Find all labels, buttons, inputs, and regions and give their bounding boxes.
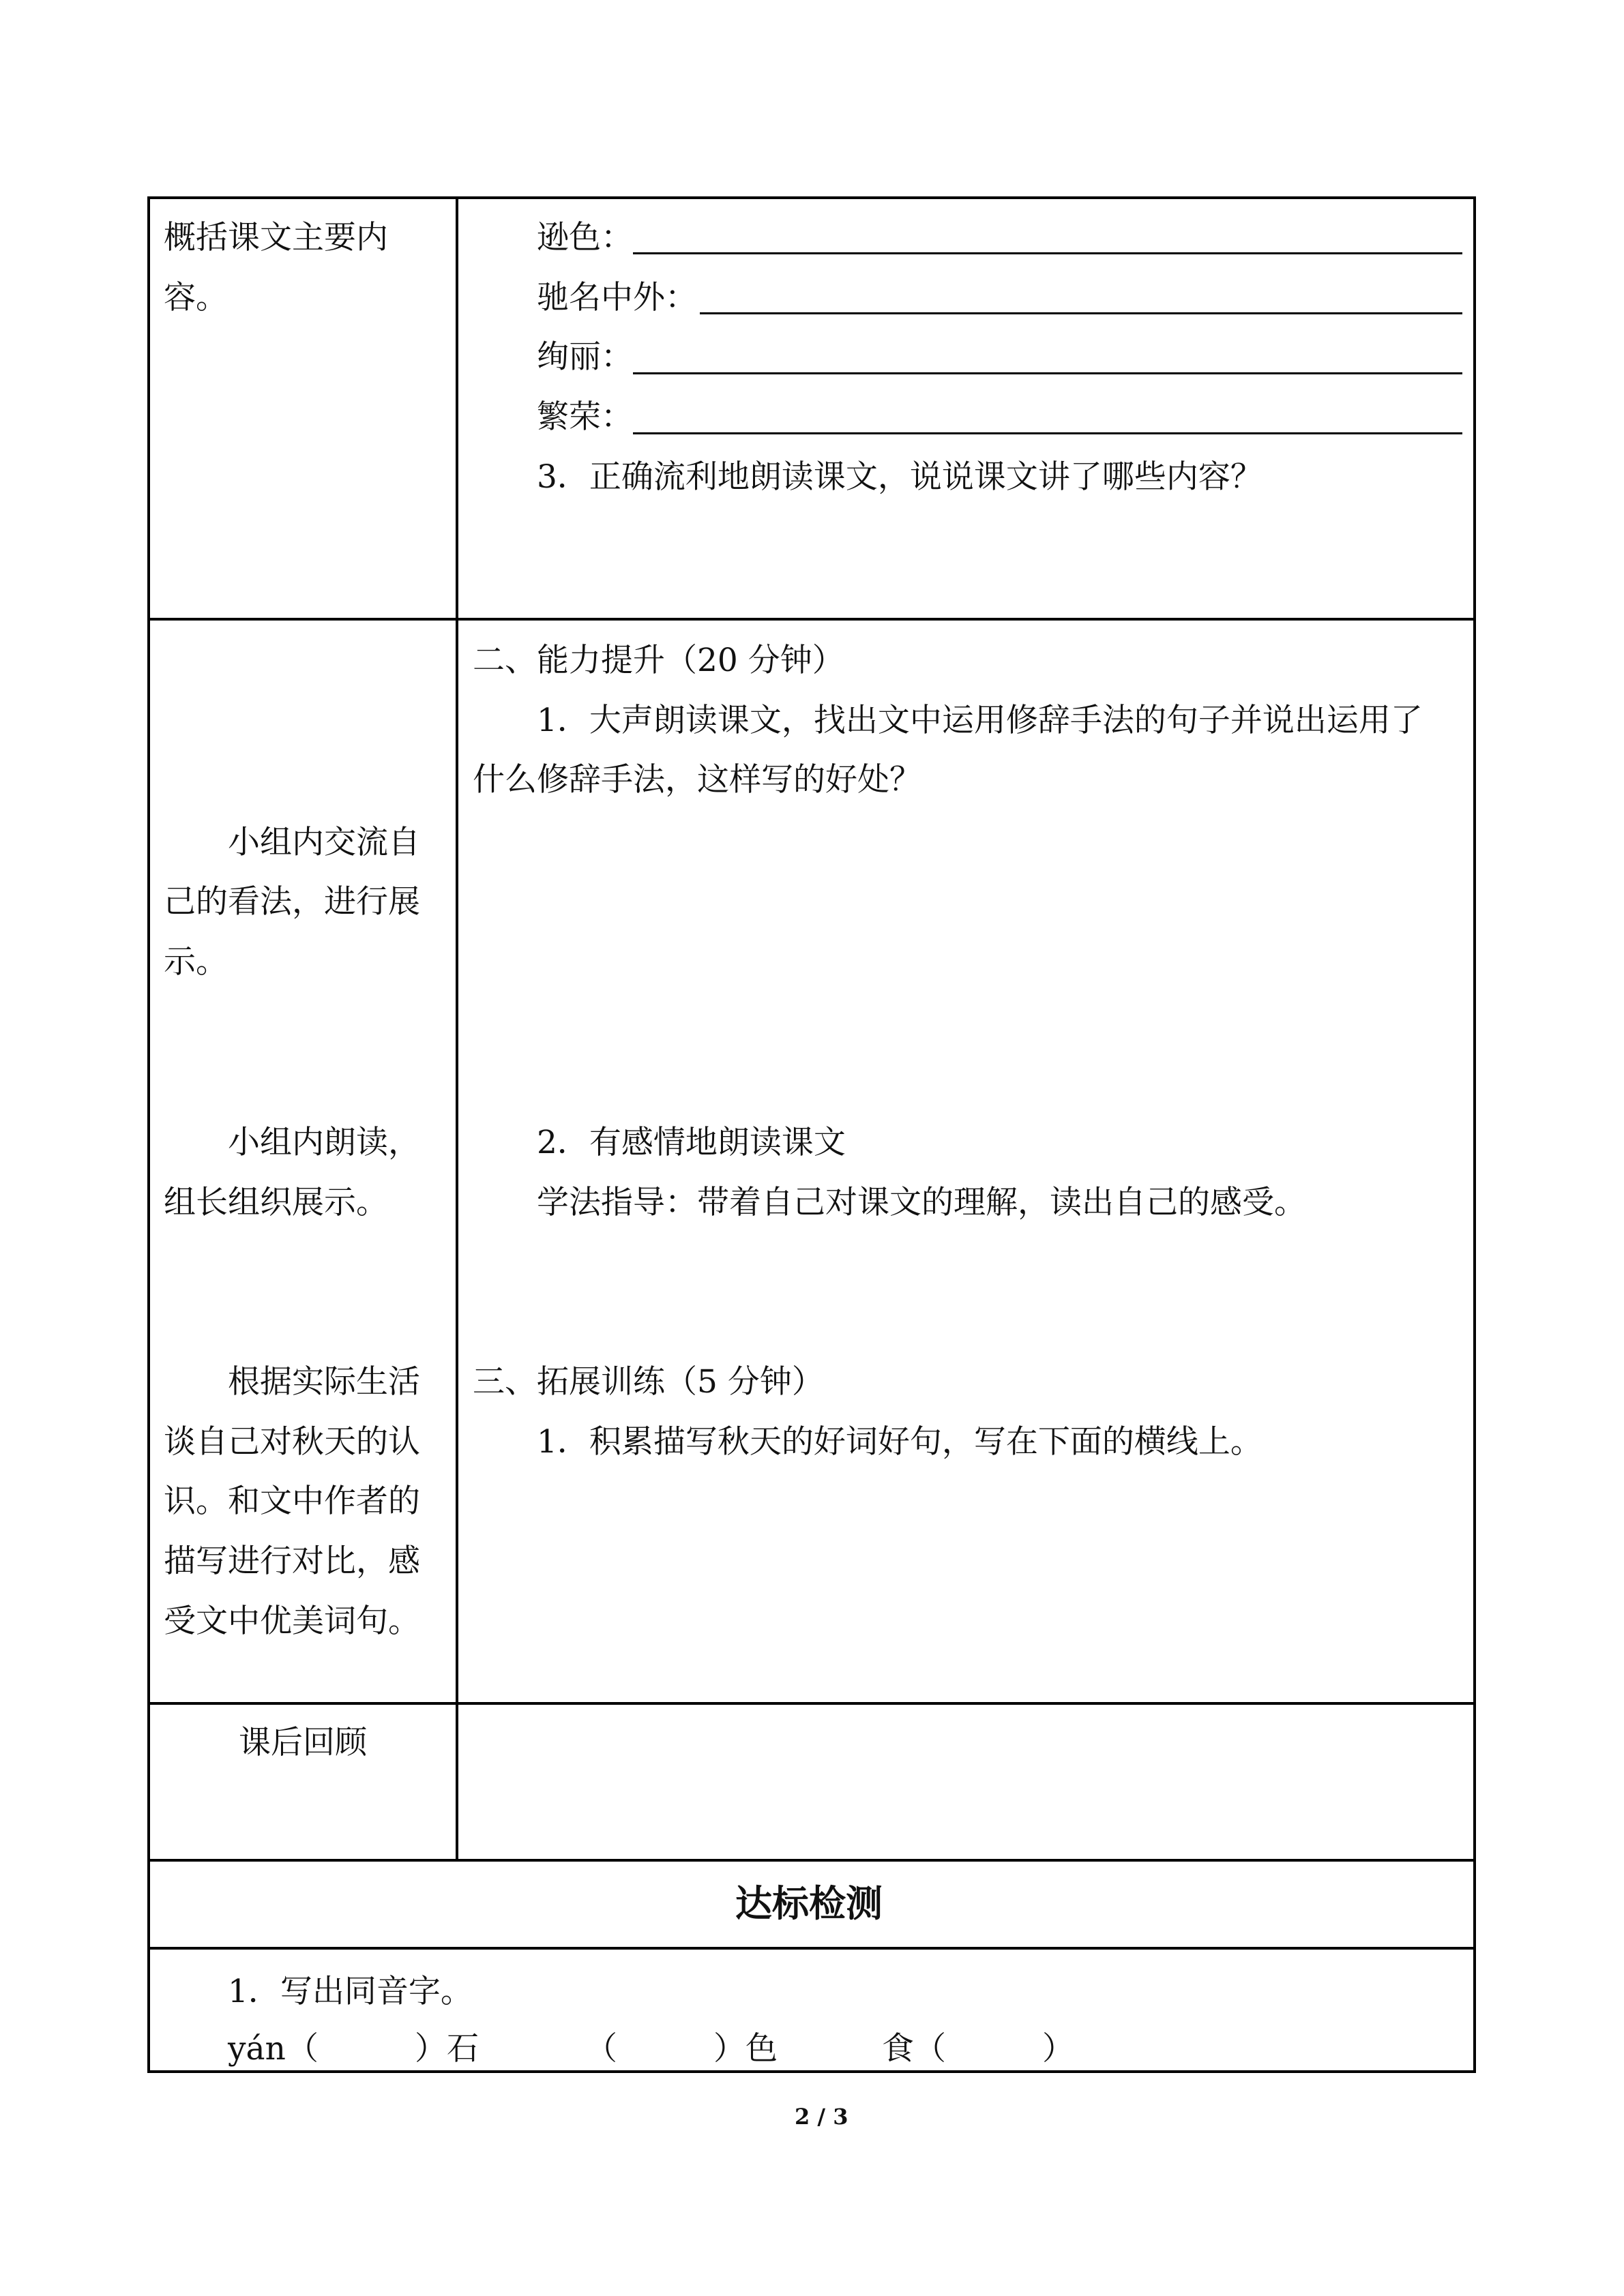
table-right-border [1473, 196, 1476, 2073]
table-top-border [147, 196, 1476, 199]
check-blank-2[interactable]: （ ）色 [585, 2030, 778, 2068]
vocab-label-xuanli: 绚丽： [537, 338, 633, 376]
vocab-answer-line-fanrong[interactable] [633, 432, 1462, 434]
check-blank-3[interactable]: 食（ ） [882, 2030, 1074, 2068]
row2-left-a-line3: 示。 [164, 943, 228, 981]
section-2-title: 二、能力提升（20 分钟） [473, 642, 844, 679]
row2-left-a-line1: 小组内交流自 [228, 824, 420, 861]
vocab-answer-line-xuanli[interactable] [633, 372, 1462, 374]
vocab-answer-line-xunse[interactable] [633, 252, 1462, 254]
table-bottom-border [147, 2070, 1476, 2073]
row2-left-c-line5: 受文中优美词句。 [164, 1602, 420, 1640]
row-divider-4 [147, 1947, 1476, 1950]
row-divider-1 [147, 618, 1476, 621]
vocab-label-chimingzhongwai: 驰名中外： [537, 279, 697, 316]
row2-left-a-line2: 己的看法，进行展 [164, 883, 420, 921]
check-question-1: 1．写出同音字。 [228, 1973, 473, 2010]
check-section-title: 达标检测 [735, 1882, 883, 1925]
row-divider-2 [147, 1702, 1476, 1705]
row2-left-c-line1: 根据实际生活 [228, 1363, 420, 1401]
vocab-label-xunse: 逊色： [537, 219, 633, 256]
row1-left-line1: 概括课文主要内 [164, 219, 388, 256]
row-divider-3 [147, 1859, 1476, 1862]
column-divider [456, 196, 458, 1862]
row2-left-b-line1: 小组内朗读， [228, 1124, 420, 1161]
row2-left-b-line2: 组长组织展示。 [164, 1184, 388, 1221]
vocab-answer-line-chimingzhongwai[interactable] [700, 312, 1462, 314]
row3-left-label: 课后回顾 [239, 1724, 367, 1761]
section-3-q1: 1．积累描写秋天的好词好句，写在下面的横线上。 [537, 1423, 1263, 1461]
row2-left-c-line2: 谈自己对秋天的认 [164, 1423, 420, 1461]
table-left-border [147, 196, 150, 2073]
check-pinyin: yán [228, 2030, 286, 2068]
row1-left-line2: 容。 [164, 279, 228, 316]
question-3: 3．正确流利地朗读课文，说说课文讲了哪些内容？ [537, 458, 1263, 496]
vocab-label-fanrong: 繁荣： [537, 398, 633, 436]
section-2-q1-line1: 1．大声朗读课文，找出文中运用修辞手法的句子并说出运用了 [537, 702, 1423, 739]
section-3-title: 三、拓展训练（5 分钟） [473, 1363, 824, 1401]
section-2-guide: 学法指导：带着自己对课文的理解，读出自己的感受。 [537, 1184, 1306, 1221]
check-blank-1[interactable]: （ ）石 [286, 2030, 479, 2068]
row2-left-c-line4: 描写进行对比，感 [164, 1542, 420, 1580]
page-number: 2 / 3 [795, 2104, 848, 2130]
section-2-q2: 2．有感情地朗读课文 [537, 1124, 846, 1161]
row2-left-c-line3: 识。和文中作者的 [164, 1482, 420, 1520]
section-2-q1-line2: 什么修辞手法，这样写的好处？ [473, 761, 921, 799]
